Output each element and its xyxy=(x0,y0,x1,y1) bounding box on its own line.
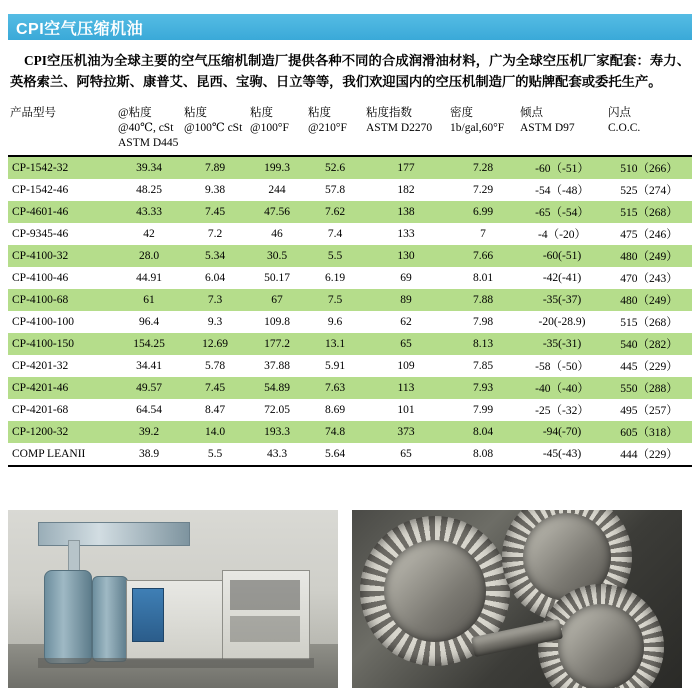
cell-value: 39.2 xyxy=(116,421,182,443)
cell-value: -35(-37) xyxy=(518,289,606,311)
cell-model: CP-4100-68 xyxy=(8,289,116,311)
cell-value: 5.34 xyxy=(182,245,248,267)
column-header-line1: 粘度 xyxy=(184,107,207,119)
photo-tank-mid xyxy=(92,576,128,662)
cell-value: 61 xyxy=(116,289,182,311)
cell-value: 605（318） xyxy=(606,421,692,443)
column-header-pour-point xyxy=(518,104,606,156)
table-row xyxy=(8,156,692,179)
cell-value: 34.41 xyxy=(116,355,182,377)
cell-model: CP-4201-68 xyxy=(8,399,116,421)
cell-value: 6.04 xyxy=(182,267,248,289)
column-header-line1: 倾点 xyxy=(520,107,543,119)
cell-value: 39.34 xyxy=(116,156,182,179)
cell-value: 62 xyxy=(364,311,448,333)
table-row xyxy=(8,201,692,223)
cell-value: 38.9 xyxy=(116,443,182,466)
cell-value: 199.3 xyxy=(248,156,306,179)
column-header-flash-point xyxy=(606,104,692,156)
cell-value: 7 xyxy=(448,223,518,245)
cell-value: -42(-41) xyxy=(518,267,606,289)
column-header-line1: 产品型号 xyxy=(10,107,56,119)
cell-value: 43.3 xyxy=(248,443,306,466)
cell-value: 72.05 xyxy=(248,399,306,421)
photo-duct xyxy=(38,522,190,546)
cell-value: 7.2 xyxy=(182,223,248,245)
cell-value: 46 xyxy=(248,223,306,245)
cell-value: 7.98 xyxy=(448,311,518,333)
cell-value: -65（-54） xyxy=(518,201,606,223)
cell-value: 48.25 xyxy=(116,179,182,201)
cell-value: 7.4 xyxy=(306,223,364,245)
cell-value: 480（249） xyxy=(606,245,692,267)
table-row xyxy=(8,245,692,267)
table-row xyxy=(8,399,692,421)
cell-value: 7.45 xyxy=(182,377,248,399)
column-header-line2: C.O.C. xyxy=(608,122,641,134)
cell-value: 7.28 xyxy=(448,156,518,179)
cell-model: CP-1542-46 xyxy=(8,179,116,201)
cell-model: CP-4100-100 xyxy=(8,311,116,333)
column-header-viscosity-100c xyxy=(182,104,248,156)
cell-value: 445（229） xyxy=(606,355,692,377)
column-header-line1: 粘度 xyxy=(250,107,273,119)
cell-value: 5.5 xyxy=(306,245,364,267)
cell-value: 470（243） xyxy=(606,267,692,289)
cell-value: 7.89 xyxy=(182,156,248,179)
cell-value: -94(-70) xyxy=(518,421,606,443)
cell-value: 54.89 xyxy=(248,377,306,399)
cell-value: 8.13 xyxy=(448,333,518,355)
column-header-line1: @粘度 xyxy=(118,107,152,119)
column-header-line1: 粘度 xyxy=(308,107,331,119)
column-header-line2: @100°F xyxy=(250,122,289,134)
table-row xyxy=(8,179,692,201)
photo-vent-grille xyxy=(230,580,300,610)
cell-value: 7.85 xyxy=(448,355,518,377)
cell-value: 525（274） xyxy=(606,179,692,201)
column-header-model xyxy=(8,104,116,156)
column-header-line1: 粘度指数 xyxy=(366,107,412,119)
table-row xyxy=(8,267,692,289)
photo-base-frame xyxy=(38,658,314,668)
cell-value: 7.62 xyxy=(306,201,364,223)
cell-value: 7.29 xyxy=(448,179,518,201)
column-header-line1: 密度 xyxy=(450,107,473,119)
column-header-line2: 1b/gal,60°F xyxy=(450,122,505,134)
cell-model: CP-1200-32 xyxy=(8,421,116,443)
column-header-line2: @100℃ cSt xyxy=(184,122,243,134)
cell-value: 8.01 xyxy=(448,267,518,289)
column-header-viscosity-40c xyxy=(116,104,182,156)
column-header-density xyxy=(448,104,518,156)
table-row xyxy=(8,443,692,466)
column-header-line2: @40℃, cSt xyxy=(118,122,174,134)
table-body xyxy=(8,156,692,466)
cell-value: 9.6 xyxy=(306,311,364,333)
cell-value: 67 xyxy=(248,289,306,311)
table-row xyxy=(8,311,692,333)
column-header-line3: ASTM D445 xyxy=(118,137,179,149)
cell-model: CP-9345-46 xyxy=(8,223,116,245)
cell-value: 12.69 xyxy=(182,333,248,355)
cell-value: 42 xyxy=(116,223,182,245)
cell-model: CP-4100-32 xyxy=(8,245,116,267)
cell-value: 193.3 xyxy=(248,421,306,443)
cell-value: 49.57 xyxy=(116,377,182,399)
cell-value: -40（-40） xyxy=(518,377,606,399)
cell-value: 8.08 xyxy=(448,443,518,466)
cell-value: 30.5 xyxy=(248,245,306,267)
cell-value: 7.3 xyxy=(182,289,248,311)
column-header-line2: ASTM D2270 xyxy=(366,122,433,134)
column-header-viscosity-210f xyxy=(306,104,364,156)
cell-value: 550（288） xyxy=(606,377,692,399)
cell-value: 43.33 xyxy=(116,201,182,223)
cell-value: 177.2 xyxy=(248,333,306,355)
cell-value: 7.63 xyxy=(306,377,364,399)
cell-model: CP-4100-150 xyxy=(8,333,116,355)
cell-value: 113 xyxy=(364,377,448,399)
cell-value: 44.91 xyxy=(116,267,182,289)
cell-model: CP-4601-46 xyxy=(8,201,116,223)
cell-value: 244 xyxy=(248,179,306,201)
cell-value: 50.17 xyxy=(248,267,306,289)
cell-value: 65 xyxy=(364,443,448,466)
gears-machinery-photo xyxy=(352,510,682,688)
cell-value: 444（229） xyxy=(606,443,692,466)
cell-value: 65 xyxy=(364,333,448,355)
table-row xyxy=(8,377,692,399)
cell-value: 5.5 xyxy=(182,443,248,466)
cell-value: -20(-28.9) xyxy=(518,311,606,333)
cell-value: 109 xyxy=(364,355,448,377)
intro-paragraph xyxy=(8,50,692,92)
cell-value: 133 xyxy=(364,223,448,245)
cell-value: 8.04 xyxy=(448,421,518,443)
table-header-row xyxy=(8,104,692,156)
cell-model: CP-4201-32 xyxy=(8,355,116,377)
cell-value: -4（-20） xyxy=(518,223,606,245)
cell-value: 28.0 xyxy=(116,245,182,267)
cell-model: CP-4201-46 xyxy=(8,377,116,399)
cell-value: 7.99 xyxy=(448,399,518,421)
table-header xyxy=(8,104,692,156)
cell-value: -60（-51） xyxy=(518,156,606,179)
photo-control-panel xyxy=(132,588,164,642)
cell-value: 52.6 xyxy=(306,156,364,179)
cell-value: 9.3 xyxy=(182,311,248,333)
cell-value: 5.91 xyxy=(306,355,364,377)
cell-value: 47.56 xyxy=(248,201,306,223)
cell-value: 540（282） xyxy=(606,333,692,355)
cell-value: 510（266） xyxy=(606,156,692,179)
column-header-line2: @210°F xyxy=(308,122,347,134)
column-header-viscosity-100f xyxy=(248,104,306,156)
column-header-line1: 闪点 xyxy=(608,107,631,119)
table-row xyxy=(8,333,692,355)
cell-value: 8.47 xyxy=(182,399,248,421)
cell-value: 57.8 xyxy=(306,179,364,201)
product-photos xyxy=(8,510,692,688)
cell-value: -54（-48） xyxy=(518,179,606,201)
cell-value: 7.5 xyxy=(306,289,364,311)
cell-value: 7.93 xyxy=(448,377,518,399)
column-header-viscosity-index xyxy=(364,104,448,156)
cell-value: -35(-31) xyxy=(518,333,606,355)
cell-value: -45(-43) xyxy=(518,443,606,466)
cell-value: 37.88 xyxy=(248,355,306,377)
cell-value: 5.78 xyxy=(182,355,248,377)
cell-value: 6.19 xyxy=(306,267,364,289)
cell-value: 495（257） xyxy=(606,399,692,421)
cell-value: 101 xyxy=(364,399,448,421)
cell-value: -25（-32） xyxy=(518,399,606,421)
cell-value: 7.66 xyxy=(448,245,518,267)
cell-value: 7.88 xyxy=(448,289,518,311)
cell-value: 96.4 xyxy=(116,311,182,333)
cell-value: 130 xyxy=(364,245,448,267)
page-title: CPI空气压缩机油 xyxy=(16,20,144,38)
product-page xyxy=(0,14,700,698)
cell-value: 154.25 xyxy=(116,333,182,355)
cell-value: 74.8 xyxy=(306,421,364,443)
table-row xyxy=(8,421,692,443)
cell-value: 13.1 xyxy=(306,333,364,355)
cell-value: 6.99 xyxy=(448,201,518,223)
table-row xyxy=(8,289,692,311)
air-compressor-unit-photo xyxy=(8,510,338,688)
cell-value: 475（246） xyxy=(606,223,692,245)
table-row xyxy=(8,355,692,377)
cell-value: 69 xyxy=(364,267,448,289)
cell-value: 64.54 xyxy=(116,399,182,421)
photo-vent-grille-2 xyxy=(230,616,300,642)
cell-model: COMP LEANII xyxy=(8,443,116,466)
cell-value: 14.0 xyxy=(182,421,248,443)
cell-value: 480（249） xyxy=(606,289,692,311)
cell-model: CP-1542-32 xyxy=(8,156,116,179)
cell-value: 89 xyxy=(364,289,448,311)
intro-text: CPI空压机油为全球主要的空气压缩机制造厂提供各种不同的合成润滑油材料，广为全球空压机厂家配套：寿力、英格索兰、阿特拉斯、康普艾、昆西、宝驹、日立等等，我们欢迎国内的空压机制造厂的贴牌配套或委托生产。 xyxy=(10,53,690,89)
column-header-line2: ASTM D97 xyxy=(520,122,575,134)
cell-value: 515（268） xyxy=(606,201,692,223)
page-title-bar xyxy=(8,14,692,40)
table-row xyxy=(8,223,692,245)
cell-value: 138 xyxy=(364,201,448,223)
cell-value: 8.69 xyxy=(306,399,364,421)
photo-tank-left xyxy=(44,570,92,664)
specification-table xyxy=(8,104,692,467)
cell-value: 515（268） xyxy=(606,311,692,333)
cell-value: -58（-50） xyxy=(518,355,606,377)
cell-value: 5.64 xyxy=(306,443,364,466)
cell-value: 7.45 xyxy=(182,201,248,223)
cell-value: 109.8 xyxy=(248,311,306,333)
cell-value: -60(-51) xyxy=(518,245,606,267)
cell-value: 182 xyxy=(364,179,448,201)
cell-value: 373 xyxy=(364,421,448,443)
cell-value: 177 xyxy=(364,156,448,179)
cell-value: 9.38 xyxy=(182,179,248,201)
cell-model: CP-4100-46 xyxy=(8,267,116,289)
